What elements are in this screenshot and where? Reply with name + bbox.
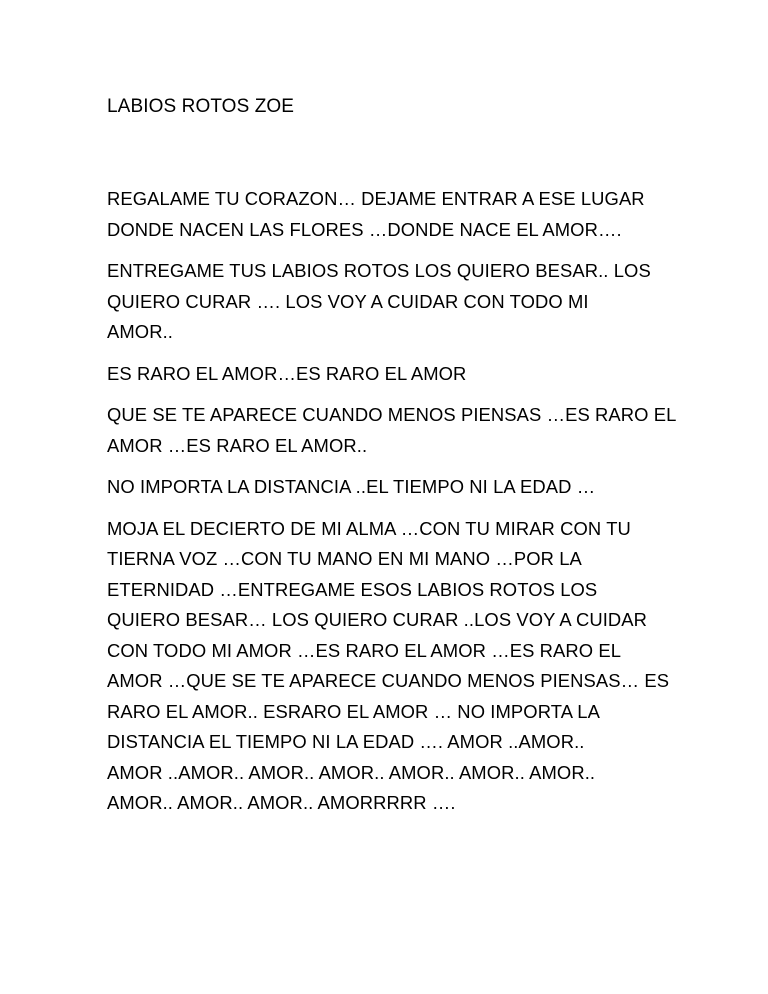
paragraph bbox=[107, 359, 687, 390]
text-line: AMOR …ES RARO EL AMOR.. bbox=[107, 434, 368, 456]
text-line: RARO EL AMOR.. ESRARO EL AMOR … NO IMPORTA LA bbox=[107, 700, 600, 722]
text-line: TIERNA VOZ …CON TU MANO EN MI MANO …POR LA bbox=[107, 548, 582, 569]
paragraph bbox=[107, 514, 687, 819]
text-line: CON TODO MI AMOR …ES RARO EL AMOR …ES RARO EL bbox=[107, 639, 622, 661]
text-line: ES RARO EL AMOR…ES RARO EL AMOR bbox=[107, 362, 467, 384]
text-line: QUIERO CURAR …. LOS VOY A CUIDAR CON TODO MI bbox=[107, 290, 589, 312]
text-line: REGALAME TU CORAZON… DEJAME ENTRAR A ESE LUGAR bbox=[107, 188, 645, 209]
text-line: ENTREGAME TUS LABIOS ROTOS LOS QUIERO BESAR.. LOS bbox=[107, 260, 651, 281]
document-body bbox=[107, 184, 687, 830]
text-line: NO IMPORTA LA DISTANCIA ..EL TIEMPO NI LA EDAD … bbox=[107, 476, 596, 497]
text-line: AMOR.. AMOR.. AMOR.. AMORRRRR …. bbox=[107, 792, 456, 813]
text-line: DISTANCIA EL TIEMPO NI LA EDAD …. AMOR ..AMOR.. bbox=[107, 731, 585, 752]
paragraph bbox=[107, 400, 687, 461]
text-line: AMOR …QUE SE TE APARECE CUANDO MENOS PIENSAS… ES bbox=[107, 670, 670, 691]
document-title: LABIOS ROTOS ZOE bbox=[107, 96, 295, 117]
paragraph bbox=[107, 472, 687, 503]
text-line: QUE SE TE APARECE CUANDO MENOS PIENSAS …ES RARO EL bbox=[107, 404, 677, 425]
text-line: MOJA EL DECIERTO DE MI ALMA …CON TU MIRAR CON TU bbox=[107, 517, 631, 539]
text-line: DONDE NACEN LAS FLORES …DONDE NACE EL AMOR…. bbox=[107, 218, 622, 240]
text-line: AMOR.. bbox=[107, 321, 173, 342]
text-line: AMOR ..AMOR.. AMOR.. AMOR.. AMOR.. AMOR.. AMOR.. bbox=[107, 761, 596, 783]
text-line: QUIERO BESAR… LOS QUIERO CURAR ..LOS VOY A CUIDAR bbox=[107, 609, 648, 630]
paragraph bbox=[107, 256, 687, 348]
paragraph bbox=[107, 184, 687, 245]
text-line: ETERNIDAD …ENTREGAME ESOS LABIOS ROTOS LOS bbox=[107, 578, 598, 600]
